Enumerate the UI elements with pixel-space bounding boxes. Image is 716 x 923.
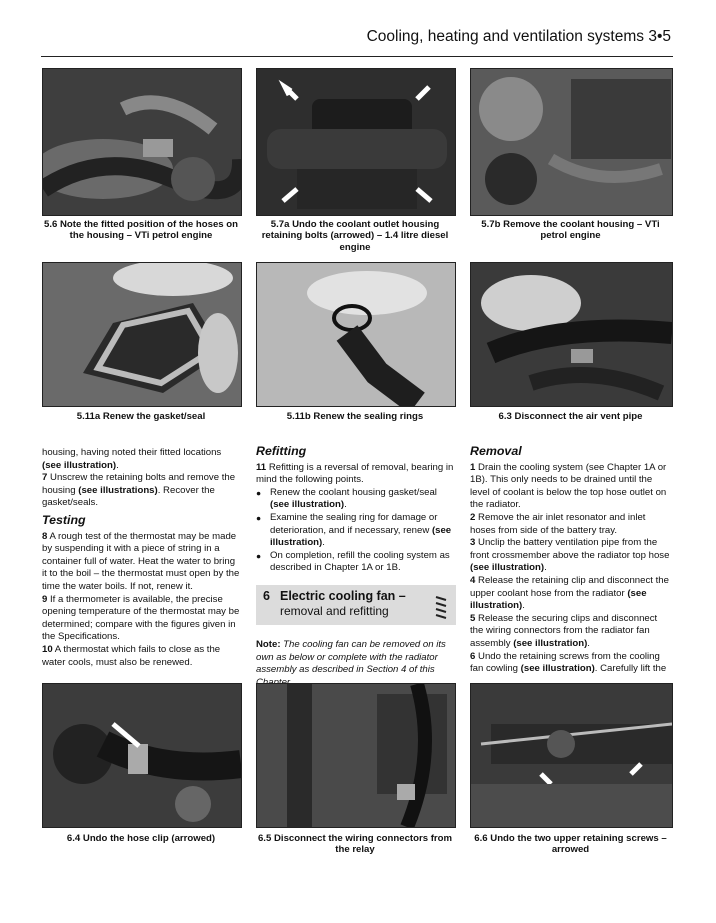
bullet-item: ● On completion, refill the cooling system as described in Chapter 1A or 1B. <box>256 550 456 575</box>
paragraph: 3 Unclip the battery ventilation pipe from the front crossmember above the radiator top hose (see illustration). <box>470 537 670 574</box>
section-title: Electric cooling fan – <box>280 588 406 603</box>
caption-6-4: 6.4 Undo the hose clip (arrowed) <box>66 833 216 844</box>
photo-5-7a <box>256 68 456 216</box>
photo-6-3 <box>470 262 673 407</box>
page-title: Cooling, heating and ventilation systems 3•5 <box>366 28 671 45</box>
heading-removal: Removal <box>470 444 522 458</box>
caption-6-5: 6.5 Disconnect the wiring connectors from the relay <box>257 833 453 856</box>
paragraph: 5 Release the securing clips and disconnect the wiring connectors from the radiator fan assembly (see illustration). <box>470 612 658 649</box>
caption-6-6: 6.6 Undo the two upper retaining screws – arrowed <box>474 833 667 856</box>
photo-5-11a <box>42 262 242 407</box>
paragraph: 1 Drain the cooling system (see Chapter 1A or 1B). This only needs to be drained until the level of coolant is below the top hose outlet on the radiator. <box>470 461 667 511</box>
paragraph: 10 A thermostat which fails to close as the water cools, must also be renewed. <box>42 643 221 668</box>
bullet-item: ● Examine the sealing ring for damage or deterioration, and if necessary, renew (see illustration). <box>256 512 456 550</box>
caption-5-7b: 5.7b Remove the coolant housing – VTi petrol engine <box>481 219 660 242</box>
caption-5-6: 5.6 Note the fitted position of the hoses on the housing – VTi petrol engine <box>43 219 238 242</box>
section-heading-box <box>256 585 456 625</box>
paragraph: 6 Undo the retaining screws from the cooling fan cowling (see illustration). Carefully lift the <box>470 650 667 675</box>
difficulty-icon <box>434 593 448 619</box>
photo-5-6 <box>42 68 242 216</box>
photo-6-4 <box>42 683 242 828</box>
paragraph: 7 Unscrew the retaining bolts and remove the housing (see illustrations). Recover the gasket/seals. <box>42 472 236 509</box>
text-column-1 <box>42 447 242 669</box>
paragraph: 2 Remove the air inlet resonator and inlet hoses from side of the battery tray. <box>470 511 646 536</box>
section-number: 6 <box>263 588 270 603</box>
photo-6-6 <box>470 683 673 828</box>
paragraph: 11 Refitting is a reversal of removal, bearing in mind the following points. <box>256 461 454 486</box>
paragraph: housing, having noted their fitted locations (see illustration). <box>42 447 222 471</box>
photo-6-5 <box>256 683 456 828</box>
photo-5-7b <box>470 68 673 216</box>
caption-5-11a: 5.11a Renew the gasket/seal <box>76 411 206 422</box>
page-header <box>41 22 673 57</box>
text-column-2 <box>256 443 456 689</box>
text-column-3 <box>470 443 673 676</box>
caption-5-11b: 5.11b Renew the sealing rings <box>286 411 424 422</box>
heading-refitting: Refitting <box>256 444 307 458</box>
photo-5-11b <box>256 262 456 407</box>
note: Note: The cooling fan can be removed on its own as below or complete with the radiator assembly as described in Section 4 of this <box>256 638 446 676</box>
paragraph: 4 Release the retaining clip and disconnect the upper coolant hose from the radiator (see illustration). <box>470 574 669 612</box>
caption-5-7a: 5.7a Undo the coolant outlet housing retaining bolts (arrowed) – 1.4 litre diesel engine <box>261 219 449 253</box>
paragraph: 9 If a thermometer is available, the precise opening temperature of the thermostat may be determined; compare with the figures given in the Specifications. <box>42 593 240 643</box>
heading-testing: Testing <box>42 512 86 527</box>
section-subtitle: removal and refitting <box>280 603 389 618</box>
paragraph: 8 A rough test of the thermostat may be made by suspending it with a piece of string in a container full of water. Heat the water to bring it to the boil – the thermostat must open by the time the water boils. If not, renew it. <box>42 530 240 592</box>
caption-6-3: 6.3 Disconnect the air vent pipe <box>498 411 643 422</box>
bullet-item: ● Renew the coolant housing gasket/seal (see illustration). <box>256 487 456 512</box>
